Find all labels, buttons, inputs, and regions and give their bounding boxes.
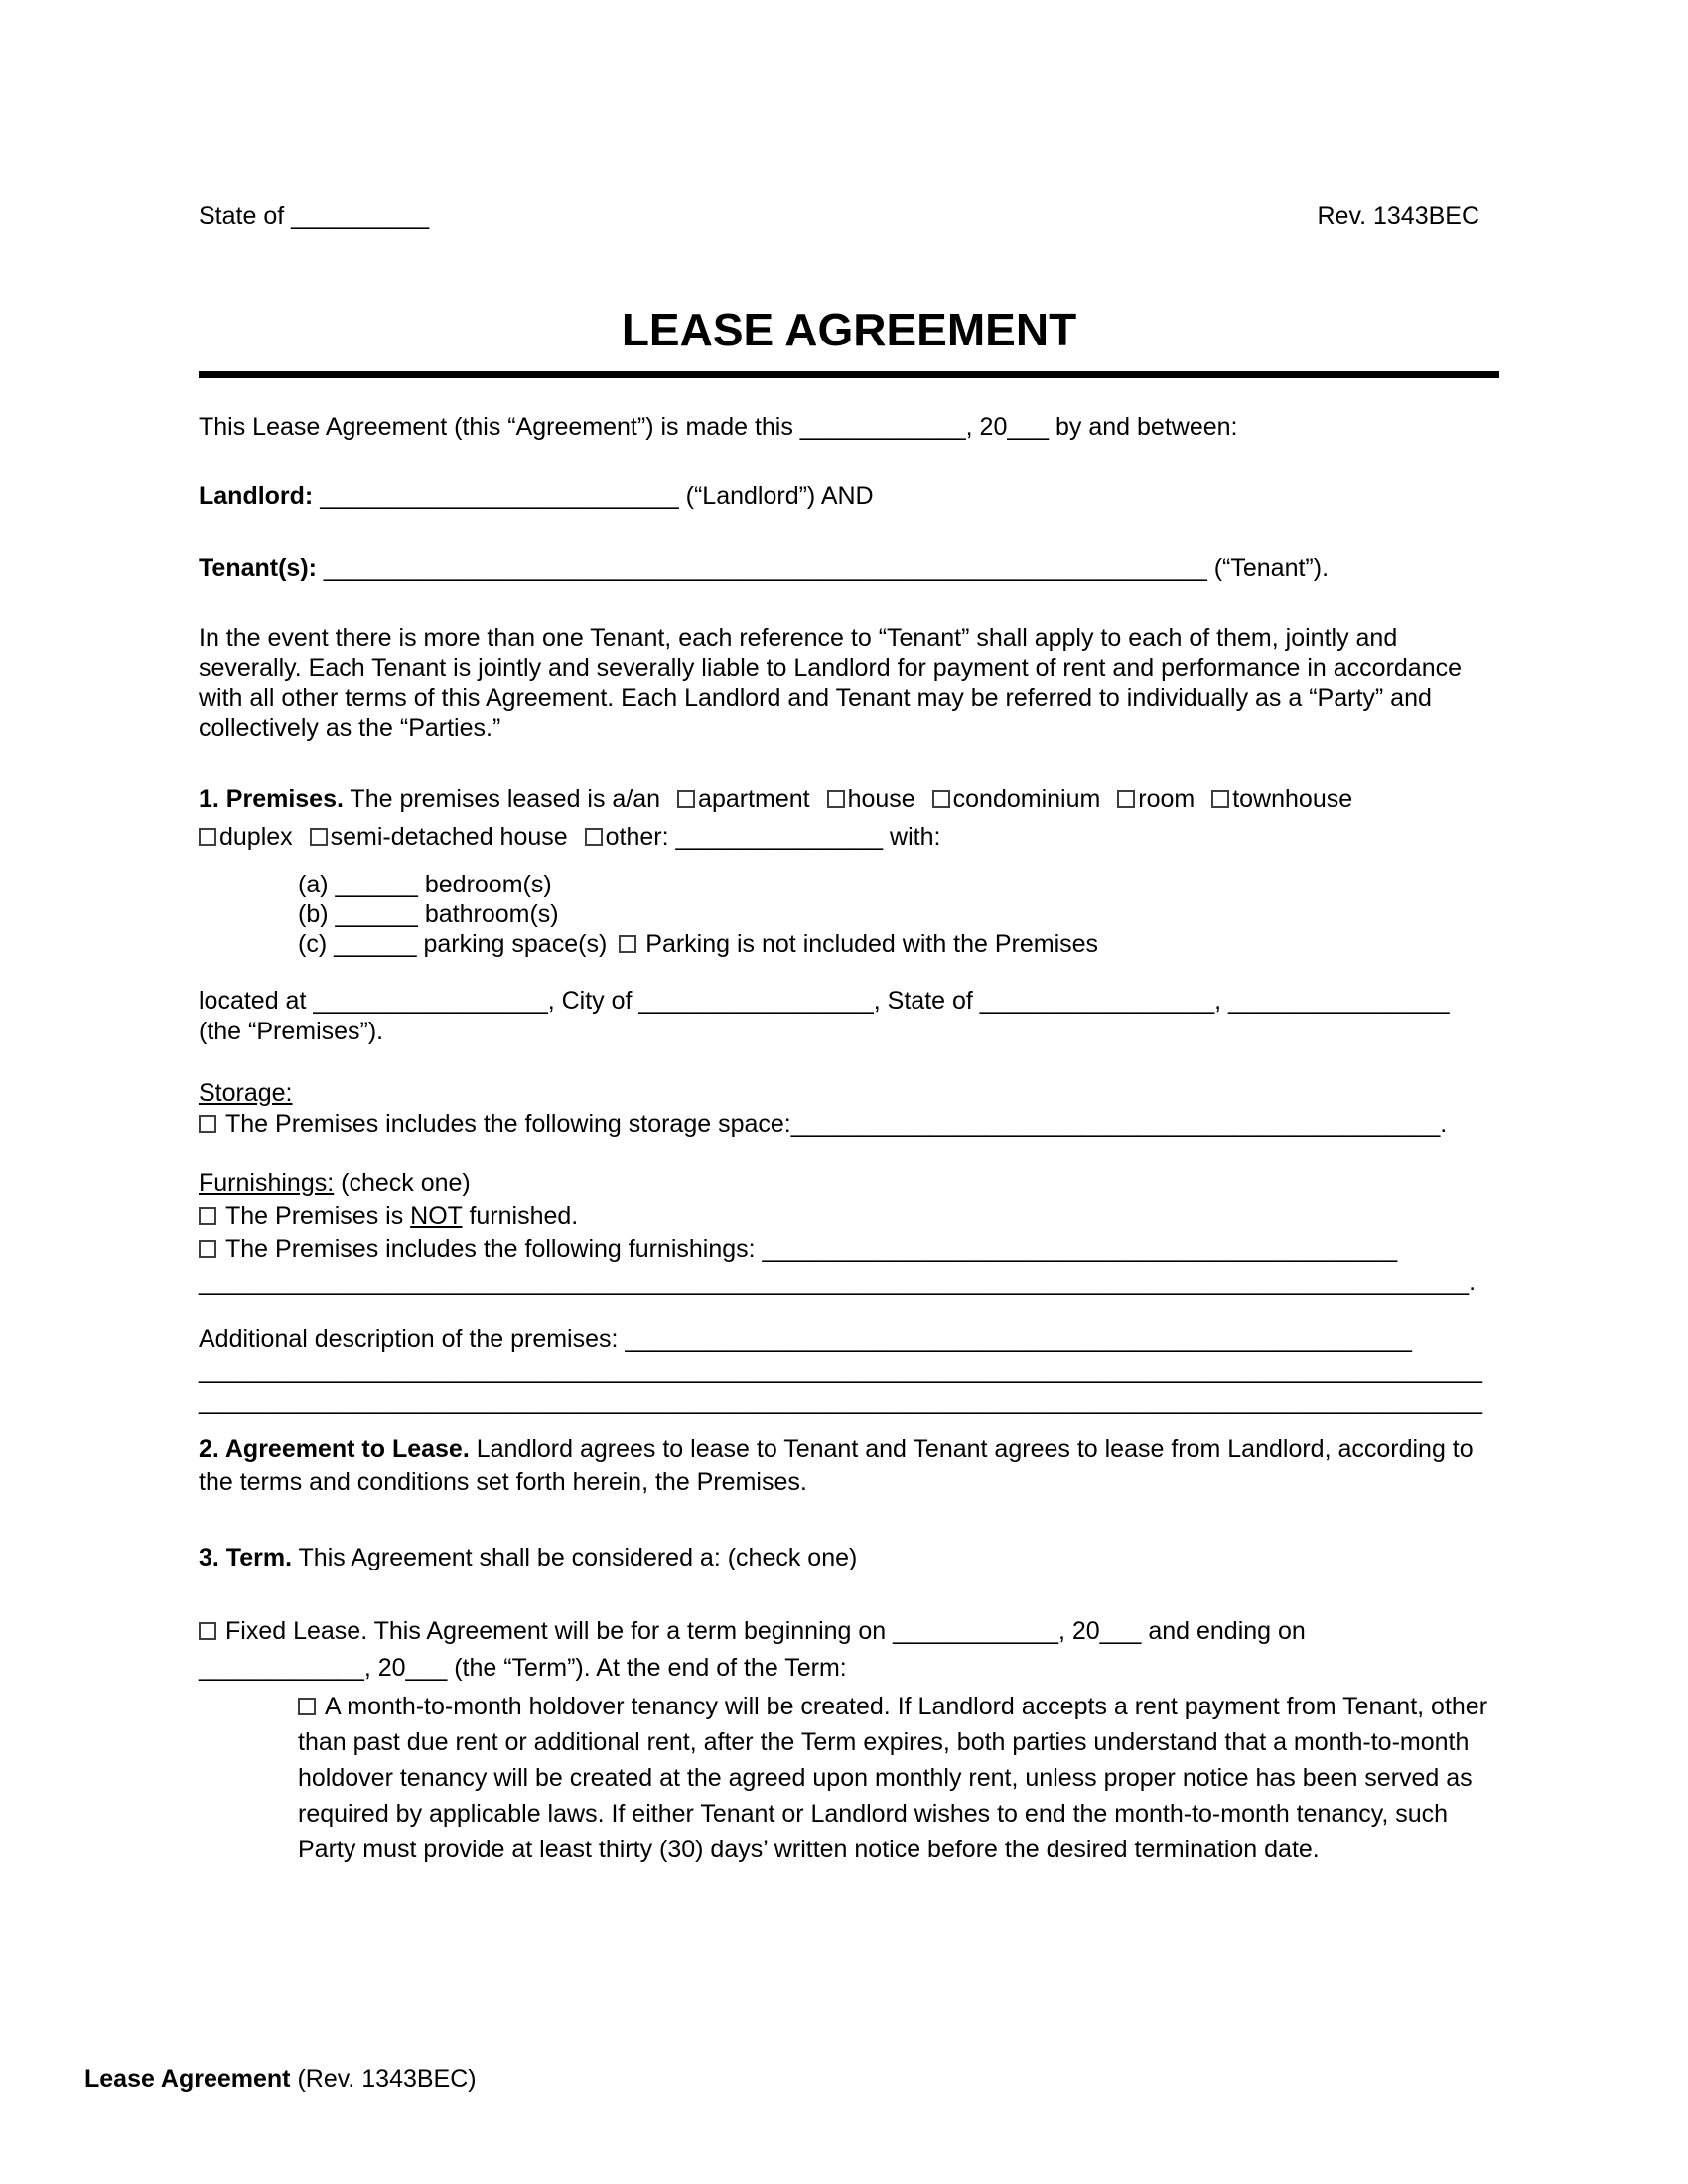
option-other-label: other: — [605, 823, 669, 851]
additional-description-row-3[interactable]: _____________________________________________________________________________________________ — [199, 1387, 1483, 1415]
checkbox-parking-not-included[interactable] — [619, 935, 636, 953]
option-room — [1117, 785, 1195, 813]
option-duplex-label: duplex — [219, 823, 293, 851]
landlord-name-blank[interactable]: __________________________ (“Landlord”) AND — [313, 482, 874, 510]
additional-description-line — [199, 1324, 1499, 1355]
header-row — [199, 202, 1499, 232]
bedrooms-line: (a) ______ bedroom(s) — [298, 871, 552, 898]
furnishings-block — [199, 1167, 1499, 1298]
storage-option-label: The Premises includes the following storage space: — [225, 1110, 791, 1138]
checkbox-townhouse[interactable] — [1211, 790, 1229, 808]
parking-line — [298, 929, 1499, 959]
landlord-line — [199, 481, 1499, 512]
footer-title: Lease Agreement — [84, 2065, 291, 2093]
fixed-lease-line-2: ____________, 20___ (the “Term”). At the end of the Term: — [199, 1654, 847, 1682]
checkbox-storage-included[interactable] — [199, 1115, 216, 1133]
option-townhouse-label: townhouse — [1232, 785, 1353, 813]
furnishings-heading: Furnishings: — [199, 1169, 335, 1197]
not-furnished-line — [199, 1200, 1499, 1233]
document-content — [199, 202, 1499, 1867]
additional-description-row-2[interactable]: _____________________________________________________________________________________________ — [199, 1356, 1483, 1384]
check-one-label: (check one) — [334, 1169, 471, 1197]
option-semi-detached — [310, 823, 568, 851]
joint-liability-clause: In the event there is more than one Tenant, each reference to “Tenant” shall apply to each of them, jointly and severally. Each Tenant is jointly and severally liable to Landlord for payment of rent and performance in accordance with all other terms of this Agreement. Each Landlord and Tenant may be referred to individually as a “Party” and collectively as the “Parties.” — [199, 624, 1463, 742]
option-condominium-label: condominium — [952, 785, 1101, 813]
premises-count-list — [298, 870, 1499, 959]
furnishings-heading-line — [199, 1167, 1499, 1200]
option-other — [585, 823, 669, 851]
section-2-agreement-to-lease — [199, 1433, 1499, 1499]
checkbox-apartment[interactable] — [677, 790, 695, 808]
with-label: with: — [890, 823, 941, 851]
checkbox-holdover-tenancy[interactable] — [298, 1698, 316, 1715]
section-2-heading: 2. Agreement to Lease. — [199, 1435, 470, 1463]
option-apartment — [677, 785, 810, 813]
checkbox-not-furnished[interactable] — [199, 1207, 216, 1225]
footer-revision: (Rev. 1343BEC) — [290, 2065, 477, 2093]
landlord-label: Landlord: — [199, 482, 314, 510]
section-1-heading: 1. Premises. — [199, 785, 344, 813]
premises-lead: The premises leased is a/an — [343, 785, 661, 813]
storage-option-line — [199, 1109, 1499, 1140]
storage-heading: Storage: — [199, 1079, 293, 1107]
title-divider — [199, 371, 1499, 378]
furnished-label: The Premises includes the following furnishings: — [225, 1235, 763, 1263]
fixed-lease-line-1 — [199, 1613, 1499, 1650]
furnishings-blank[interactable]: ______________________________________________ — [762, 1235, 1398, 1263]
parking-not-included-label: Parking is not included with the Premises — [645, 930, 1099, 958]
state-of-line: State of __________ — [199, 203, 430, 230]
option-apartment-label: apartment — [698, 785, 810, 813]
additional-description-blank[interactable]: _________________________________________________________ — [625, 1325, 1412, 1353]
additional-description-block — [199, 1324, 1499, 1417]
section-3-body: This Agreement shall be considered a: (check one) — [292, 1544, 858, 1571]
parking-count-blank: (c) ______ parking space(s) — [298, 930, 608, 958]
checkbox-condominium[interactable] — [932, 790, 950, 808]
checkbox-house[interactable] — [827, 790, 845, 808]
checkbox-semi-detached[interactable] — [310, 828, 328, 846]
option-duplex — [199, 823, 293, 851]
revision-label: Rev. 1343BEC — [1317, 203, 1479, 230]
additional-description-label: Additional description of the premises: — [199, 1325, 626, 1353]
furnishings-blank-continuation[interactable]: ____________________________________________________________________________________________. — [199, 1268, 1477, 1296]
section-3-term — [199, 1543, 1499, 1573]
not-furnished-post: furnished. — [462, 1202, 579, 1230]
premises-type-line-1 — [199, 780, 1499, 818]
premises-defined-label: (the “Premises”). — [199, 1018, 384, 1045]
furnished-line — [199, 1233, 1499, 1266]
option-room-label: room — [1138, 785, 1196, 813]
option-house — [827, 785, 915, 813]
not-furnished-word: NOT — [410, 1202, 463, 1230]
storage-heading-line — [199, 1078, 1499, 1109]
section-2-body: Landlord agrees to lease to Tenant and Tenant agrees to lease from Landlord, according to the terms and conditions set forth herein, the Premises. — [199, 1435, 1474, 1496]
address-blanks-line[interactable]: located at _________________, City of _________________, State of _________________, ________________ — [199, 987, 1450, 1015]
page-footer — [84, 2064, 477, 2095]
tenant-label: Tenant(s): — [199, 554, 317, 582]
fixed-lease-text-1: Fixed Lease. This Agreement will be for a term beginning on ____________, 20___ and ending on — [225, 1617, 1306, 1645]
checkbox-furnished[interactable] — [199, 1240, 216, 1258]
premises-address — [199, 986, 1499, 1047]
storage-space-blank[interactable]: _______________________________________________. — [790, 1110, 1448, 1138]
bathrooms-line: (b) ______ bathroom(s) — [298, 900, 559, 928]
checkbox-room[interactable] — [1117, 790, 1135, 808]
premises-type-line-2 — [199, 818, 1499, 856]
holdover-tenancy-clause — [298, 1689, 1494, 1867]
checkbox-fixed-lease[interactable] — [199, 1622, 216, 1640]
option-townhouse — [1211, 785, 1352, 813]
intro-clause: This Lease Agreement (this “Agreement”) is made this ____________, 20___ by and between: — [199, 413, 1238, 441]
tenant-line — [199, 553, 1499, 584]
option-condominium — [932, 785, 1101, 813]
fixed-lease-block — [199, 1613, 1499, 1687]
page-title: LEASE AGREEMENT — [621, 304, 1077, 355]
checkbox-other[interactable] — [585, 828, 603, 846]
option-semi-detached-label: semi-detached house — [330, 823, 568, 851]
holdover-tenancy-text: A month-to-month holdover tenancy will be created. If Landlord accepts a rent payment from Tenant, other than past due rent or additional rent, after the Term expires, both parties understand that a month-to-month holdover tenancy will be created at the agreed upon monthly rent, unless proper notice has been served as required by applicable laws. If either Tenant or Landlord wishes to end the month-to-month tenancy, such Party must provide at least thirty (30) days’ written notice before the desired termination date. — [298, 1693, 1488, 1863]
not-furnished-pre: The Premises is — [225, 1202, 411, 1230]
other-type-blank[interactable]: _______________ — [675, 823, 884, 851]
tenant-name-blank[interactable]: ________________________________________________________________ (“Tenant”). — [316, 554, 1330, 582]
section-1-premises — [199, 780, 1499, 856]
section-3-heading: 3. Term. — [199, 1544, 293, 1571]
checkbox-duplex[interactable] — [199, 828, 216, 846]
option-house-label: house — [847, 785, 915, 813]
